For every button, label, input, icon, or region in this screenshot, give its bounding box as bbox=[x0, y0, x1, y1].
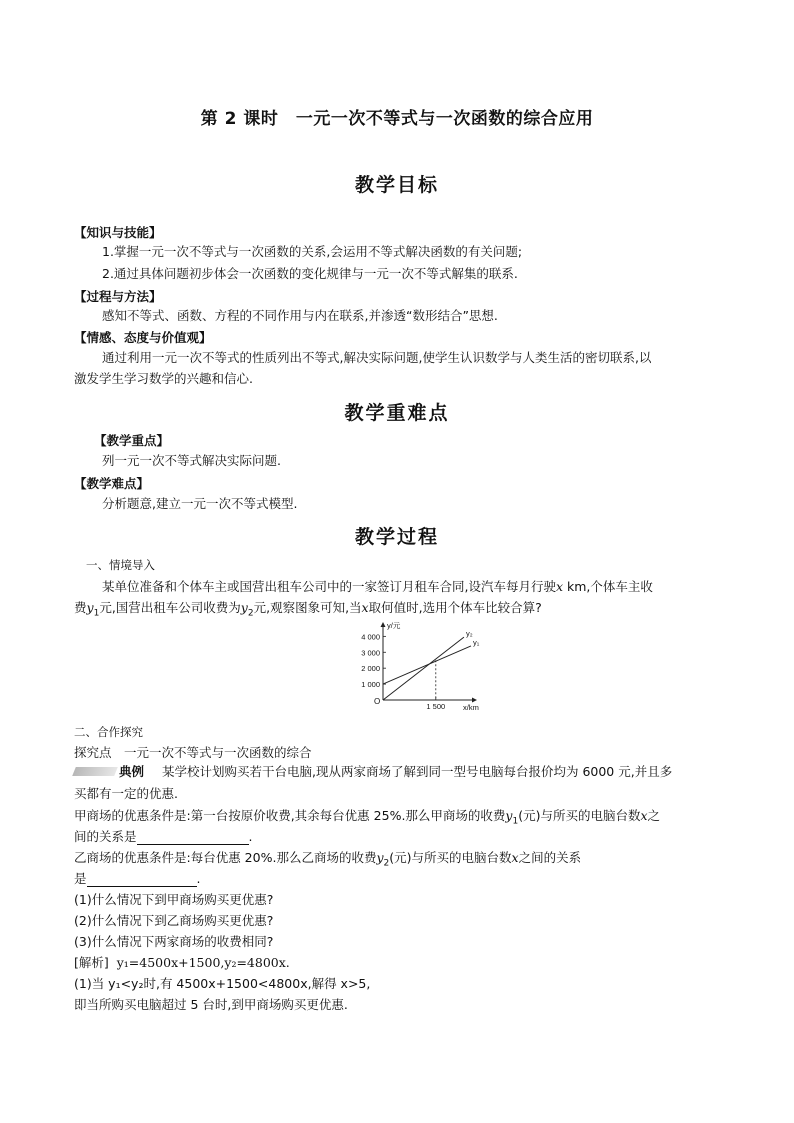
section-process-heading: 教学过程 bbox=[354, 526, 439, 548]
answer-blank-b[interactable] bbox=[87, 873, 197, 887]
series-label-1: y₁ bbox=[473, 637, 480, 647]
difficulty-label: 【教学难点】 bbox=[74, 476, 150, 491]
store-a-line-1: 甲商场的优惠条件是:第一台按原价收费,其余每台优惠 25%.那么甲商场的收费$y_1$(元)与所买的电脑台数x之 bbox=[74, 808, 661, 827]
section-goals-heading: 教学目标 bbox=[354, 174, 439, 196]
focus-label: 【教学重点】 bbox=[94, 433, 170, 448]
y-axis-label: y/元 bbox=[387, 622, 401, 630]
series-line-2 bbox=[383, 637, 464, 700]
rental-chart bbox=[340, 622, 480, 718]
question-3: (3)什么情况下两家商场的收费相同? bbox=[74, 934, 274, 949]
difficulty-text: 分析题意,建立一元一次不等式模型. bbox=[102, 496, 298, 511]
knowledge-item-2: 2.通过具体问题初步体会一次函数的变化规律与一元一次不等式解集的联系. bbox=[102, 266, 518, 281]
analysis-line: [解析] y₁=4500x+1500,y₂=4800x. bbox=[74, 955, 290, 970]
solution-line-2: 即当所购买电脑超过 5 台时,到甲商场购买更优惠. bbox=[74, 997, 348, 1012]
store-a-line-2: 间的关系是 . bbox=[74, 829, 253, 844]
solution-line-1: (1)当 y₁<y₂时,有 4500x+1500<4800x,解得 x>5, bbox=[74, 976, 371, 991]
y-tick-label: 2 000 bbox=[361, 664, 380, 674]
example-label: 典例 bbox=[119, 764, 145, 779]
explore-point: 探究点 一元一次不等式与一次函数的综合 bbox=[74, 745, 312, 760]
x-tick-label: 1 500 bbox=[426, 702, 446, 711]
store-b-line-2: 是 . bbox=[74, 871, 201, 886]
focus-text: 列一元一次不等式解决实际问题. bbox=[102, 453, 281, 468]
example-marker-icon bbox=[72, 767, 118, 776]
y-tick-label: 4 000 bbox=[361, 632, 380, 642]
emotion-text-line-2: 激发学生学习数学的兴趣和信心. bbox=[74, 371, 253, 386]
emotion-label: 【情感、态度与价值观】 bbox=[74, 330, 212, 345]
example-line-2: 买都有一定的优惠. bbox=[74, 786, 178, 801]
part2-heading: 二、合作探究 bbox=[74, 725, 143, 739]
answer-blank-a[interactable] bbox=[137, 831, 249, 845]
emotion-text-line-1: 通过利用一元一次不等式的性质列出不等式,解决实际问题,使学生认识数学与人类生活的密切联系,以 bbox=[102, 350, 652, 365]
part1-heading: 一、情境导入 bbox=[86, 558, 155, 572]
question-1: (1)什么情况下到甲商场购买更优惠? bbox=[74, 892, 274, 907]
origin-label: O bbox=[374, 697, 381, 706]
knowledge-item-1: 1.掌握一元一次不等式与一次函数的关系,会运用不等式解决函数的有关问题; bbox=[102, 244, 523, 259]
x-axis-label: x/km bbox=[463, 703, 479, 712]
store-b-line-1: 乙商场的优惠条件是:每台优惠 20%.那么乙商场的收费$y_2$(元)与所买的电脑台数x之间的关系 bbox=[74, 850, 582, 869]
knowledge-label: 【知识与技能】 bbox=[74, 225, 162, 240]
process-method-label: 【过程与方法】 bbox=[74, 289, 162, 304]
y-tick-label: 3 000 bbox=[361, 648, 380, 658]
y-tick-label: 1 000 bbox=[361, 680, 380, 690]
process-method-text: 感知不等式、函数、方程的不同作用与内在联系,并渗透“数形结合”思想. bbox=[102, 308, 498, 323]
page-title: 第 2 课时 一元一次不等式与一次函数的综合应用 bbox=[200, 109, 594, 129]
x-axis-arrow-icon bbox=[472, 698, 477, 703]
question-2: (2)什么情况下到乙商场购买更优惠? bbox=[74, 913, 274, 928]
example-line-1: 某学校计划购买若干台电脑,现从两家商场了解到同一型号电脑每台报价均为 6000 元,并且多 bbox=[162, 764, 673, 779]
intro-line-1: 某单位准备和个体车主或国营出租车公司中的一家签订月租车合同,设汽车每月行驶x km,个体车主收 bbox=[102, 579, 653, 594]
series-label-2: y₂ bbox=[465, 629, 473, 639]
section-key-points-heading: 教学重难点 bbox=[344, 402, 450, 424]
series-line-1 bbox=[383, 646, 471, 684]
intro-line-2: 费$y_1$元,国营出租车公司收费为$y_2$元,观察图象可知,当x取何值时,选用个体车比较合算? bbox=[74, 600, 542, 619]
y-axis-arrow-icon bbox=[381, 622, 386, 627]
